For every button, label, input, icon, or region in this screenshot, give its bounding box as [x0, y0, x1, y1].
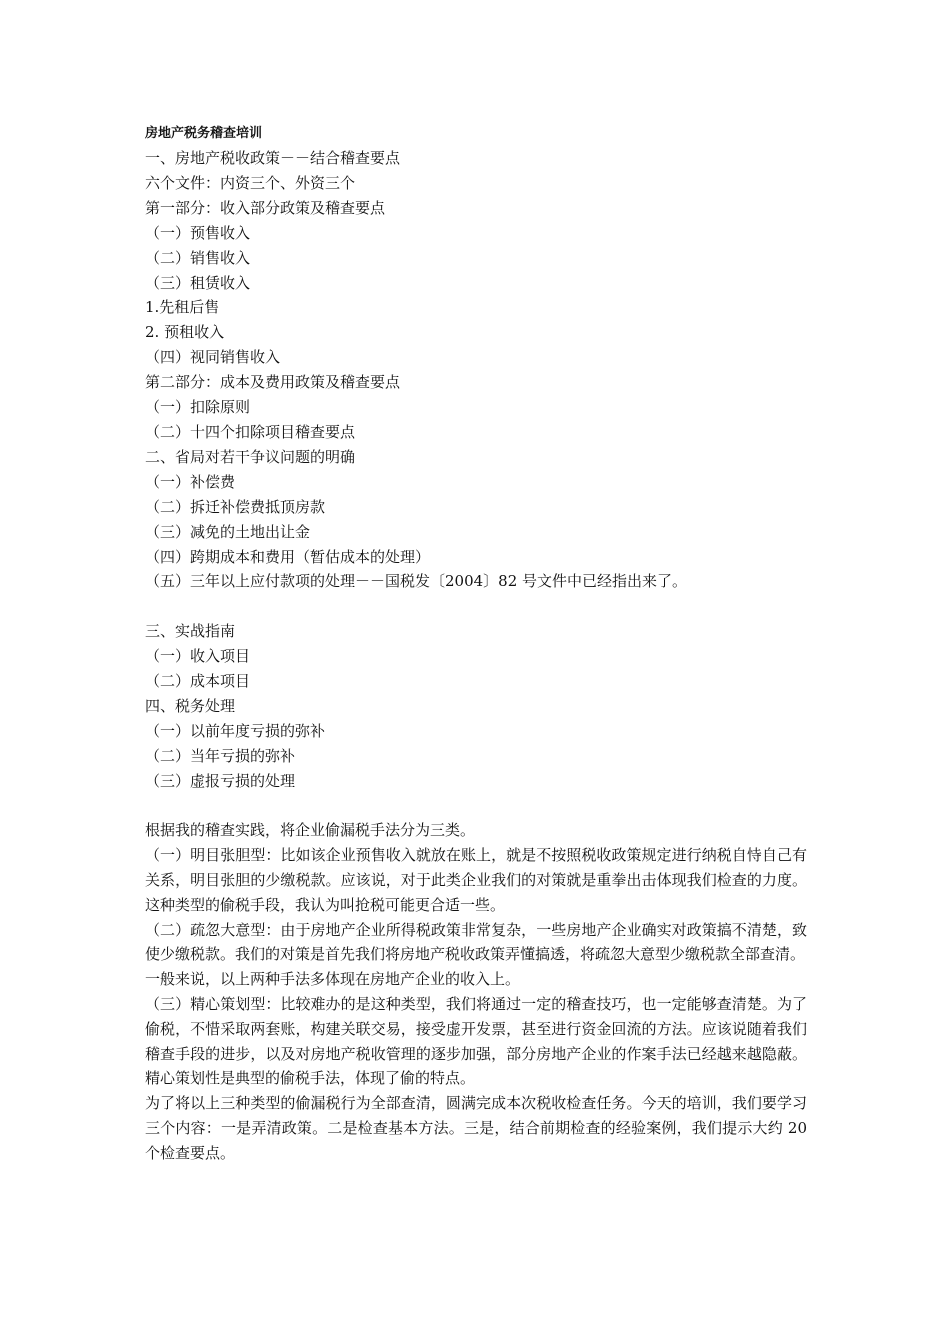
outline-section-2 — [145, 619, 807, 793]
outline-line: 一、房地产税收政策－－结合稽查要点 — [145, 149, 401, 167]
outline-line: （一）扣除原则 — [145, 398, 251, 417]
outline-line: （一）收入项目 — [145, 647, 251, 666]
paragraph: （三）精心策划型：比较难办的是这种类型，我们将通过一定的稽查技巧，也一定能够查清楚。为了偷税，不惜采取两套账，构建关联交易，接受虚开发票，甚至进行资金回流的方法。应该说随着我们稽查手段的进步，以及对房地产税收管理的逐步加强，部分房地产企业的作案手法已经越来越隐蔽。精心策划性是典型的偷税手法，体现了偷的特点。 — [145, 995, 807, 1088]
outline-line: 三、实战指南 — [145, 622, 236, 641]
outline-line: 第二部分：成本及费用政策及稽查要点 — [145, 373, 401, 392]
outline-line: （二）成本项目 — [145, 672, 251, 691]
paragraph: 根据我的稽查实践，将企业偷漏税手法分为三类。 — [145, 821, 476, 840]
outline-line: 1.先租后售 — [145, 298, 220, 317]
paragraph: （一）明目张胆型：比如该企业预售收入就放在账上，就是不按照税收政策规定进行纳税自恃自己有关系，明目张胆的少缴税款。应该说，对于此类企业我们的对策就是重拳出击体现我们检查的力度。这种类型的偷税手段，我认为叫抢税可能更合适一些。 — [145, 846, 807, 914]
outline-line: （三）减免的土地出让金 — [145, 522, 311, 541]
outline-line: （二）当年亏损的弥补 — [145, 746, 296, 765]
document-body — [145, 124, 807, 1166]
outline-line: （四）跨期成本和费用（暂估成本的处理） — [145, 547, 431, 566]
outline-line: 第一部分：收入部分政策及稽查要点 — [145, 198, 386, 217]
paragraph: 为了将以上三种类型的偷漏税行为全部查清，圆满完成本次税收检查任务。今天的培训，我们要学习三个内容：一是弄清政策。二是检查基本方法。三是，结合前期检查的经验案例，我们提示大约 20 个检查要点。 — [145, 1094, 807, 1162]
outline-line: （一）预售收入 — [145, 223, 251, 242]
outline-line: 2. 预租收入 — [145, 323, 225, 342]
paragraph: （二）疏忽大意型：由于房地产企业所得税政策非常复杂，一些房地产企业确实对政策搞不清楚，致使少缴税款。我们的对策是首先我们将房地产税收政策弄懂搞透，将疏忽大意型少缴税款全部查清。 — [145, 920, 807, 964]
outline-line: （一）以前年度亏损的弥补 — [145, 721, 326, 740]
outline-line: （三）虚报亏损的处理 — [145, 771, 296, 790]
document-title: 房地产税务稽查培训 — [145, 126, 263, 141]
outline-line: （五）三年以上应付款项的处理－－国税发〔2004〕82 号文件中已经指出来了。 — [145, 572, 688, 591]
paragraph: 一般来说，以上两种手法多体现在房地产企业的收入上。 — [145, 970, 521, 989]
outline-line: （二）销售收入 — [145, 248, 251, 267]
outline-line: （四）视同销售收入 — [145, 348, 281, 367]
body-paragraphs — [145, 818, 807, 1165]
outline-line: （一）补偿费 — [145, 472, 236, 491]
outline-line: （二）拆迁补偿费抵顶房款 — [145, 497, 326, 516]
blank-line — [145, 594, 807, 619]
outline-line: （二）十四个扣除项目稽查要点 — [145, 422, 356, 441]
outline-line: 二、省局对若干争议问题的明确 — [145, 447, 356, 466]
outline-line: （三）租赁收入 — [145, 273, 251, 292]
outline-line: 六个文件：内资三个、外资三个 — [145, 173, 356, 192]
blank-line — [145, 794, 807, 819]
outline-section-1 — [145, 146, 807, 594]
outline-line: 四、税务处理 — [145, 696, 236, 715]
